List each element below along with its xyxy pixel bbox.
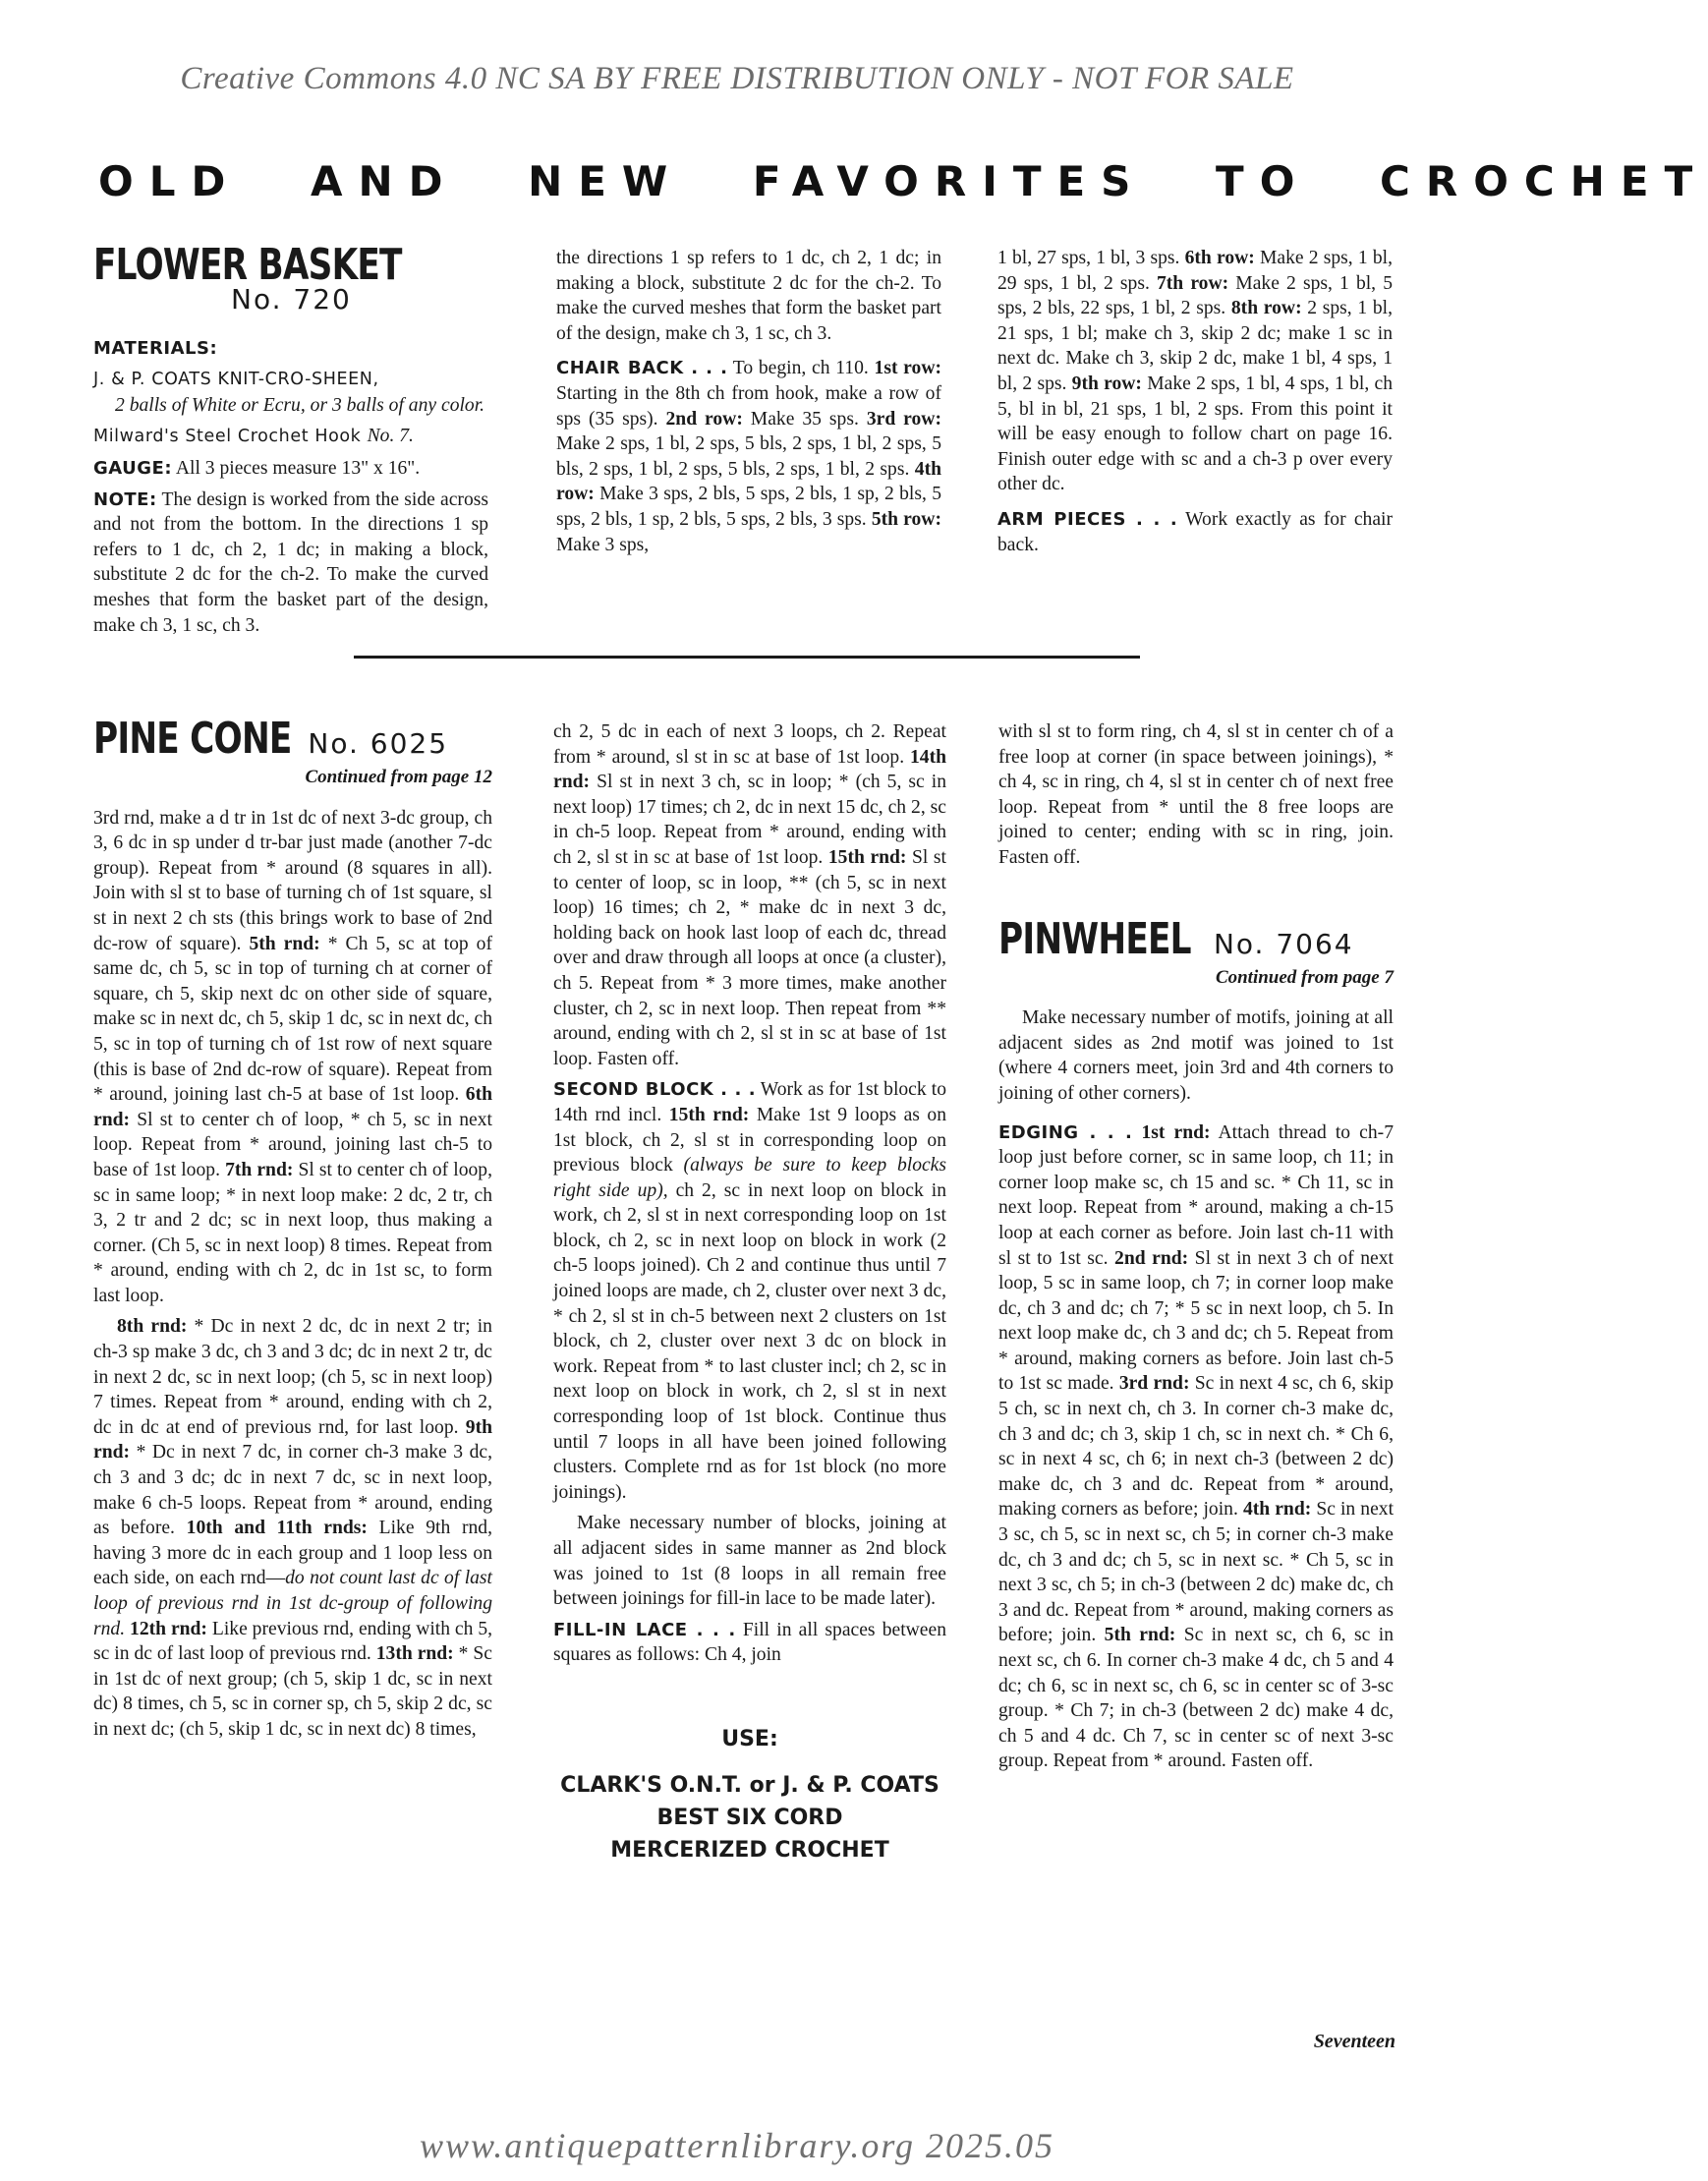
pine-cone-col-1: [93, 716, 492, 1749]
license-banner: Creative Commons 4.0 NC SA BY FREE DISTRIBUTION ONLY - NOT FOR SALE: [180, 61, 1294, 96]
pine-cone-continued: Continued from page 12: [305, 767, 492, 787]
pinwheel-heading: PINWHEEL: [998, 913, 1191, 964]
fill-in-lace-continued: with sl st to form ring, ch 4, sl st in center ch of a free loop at corner (in space between joinings), * ch 4, sc in ring, ch 4, sl st in center ch of next free loop. Repeat from * until the 8 free loops are joined to center; ending with sc in ring, join. Fasten off.: [998, 721, 1394, 868]
pinwheel-col: [998, 719, 1394, 1780]
pine-cone-heading-row: [93, 716, 492, 763]
pine-cone-heading: PINE CONE: [93, 714, 292, 764]
note-paragraph: NOTE: The design is worked from the side across and not from the bottom. In the directions 1 sp refers to 1 dc, ch 2, 1 dc; in making a block, substitute 2 dc for the ch-2. To make the curved meshes that form the basket part of the design, make ch 3, 1 sc, ch 3.: [93, 488, 488, 636]
page-title: OLD AND NEW FAVORITES TO CROCHET: [98, 157, 1708, 205]
edging-paragraph: EDGING . . . 1st rnd: Attach thread to ch-7 loop just before corner, sc in same loop, ch 11; in corner loop make sc, ch 15 and sc. * Ch 11, sc in next loop. Repeat from * around, making a ch-15 loop at each corner as before. Join last ch-11 with sl st to 1st sc. 2nd rnd: Sl st in next 3 ch of next loop, 5 sc in same loop, ch 7; in corner loop make dc, ch 3 and dc; ch 7; * 5 sc in next loop, ch 5. In next loop make dc, ch 3 and dc; ch 5. Repeat from * around, making corners as before. Join last ch-5 to 1st sc made. 3rd rnd: Sc in next 4 sc, ch 6, skip 5 ch, sc in next ch, ch 3. In corner ch-3 make dc, ch 3 and dc; ch 3, skip 1 ch, sc in next ch. * Ch 6, sc in next 4 sc, ch 6; in next ch-3 (between 2 dc) make dc, ch 3 and dc. Repeat from * around, making corners as before; join. 4th rnd: Sc in next 3 sc, ch 5, sc in next sc, ch 5; in corner ch-3 make dc, ch 3 and dc; ch 5, sc in next sc. * Ch 5, sc in next 3 sc, ch 5; in ch-3 (between 2 dc) make dc, ch 3 and dc. Repeat from * around, making corners as before; join. 5th rnd: Sc in next sc, ch 6, sc in next sc, ch 6. In corner ch-3 make 4 dc, ch 5 and 4 dc; ch 6, sc in next sc, ch 6, sc in center sc of 3-sc group. * Ch 7; in ch-3 (between 2 dc) make 4 dc, ch 5 and 4 dc. Ch 7, sc in center sc of next 3-sc group. Repeat from * around. Fasten off.: [998, 1121, 1395, 1772]
page-number: Seventeen: [1313, 2031, 1395, 2052]
use-line-3: MERCERIZED CROCHET: [610, 1837, 889, 1863]
pinwheel-heading-row: [998, 913, 1394, 964]
chair-back-paragraph: CHAIR BACK . . . To begin, ch 110. 1st row: Starting in the 8th ch from hook, make a row of sps (35 sps). 2nd row: Make 35 sps. 3rd row: Make 2 sps, 1 bl, 2 sps, 5 bls, 2 sps, 1 bl, 2 sps, 5 bls, 2 sps, 1 bl, 2 sps, 5 bls, 2 sps, 1 bl, 2 sps. 4th row: Make 3 sps, 2 bls, 5 sps, 2 bls, 1 sp, 2 bls, 5 sps, 2 bls, 1 sp, 2 bls, 5 sps, 2 bls, 3 sps. 5th row: Make 3 sps,: [556, 358, 941, 555]
use-title: USE:: [721, 1726, 778, 1751]
flower-basket-number: No. 720: [231, 283, 352, 316]
gauge-paragraph: GAUGE: All 3 pieces measure 13" x 16".: [93, 457, 421, 479]
pine-cone-rnds-3-7: 3rd rnd, make a d tr in 1st dc of next 3-dc group, ch 3, 6 dc in sp under d tr-bar just made (another 7-dc group). Repeat from * around (8 squares in all). Join with sl st to base of turning ch of 1st square, sl st in next 2 ch sts (this brings work to base of 2nd dc-row of square). 5th rnd: * Ch 5, sc at top of same dc, ch 5, sc in top of turning ch at corner of square, ch 5, skip next dc on other side of square, make sc in next dc, ch 5, skip 1 dc, sc in next dc, ch 5, sc in top of turning ch of 1st row of next square (this is base of 2nd dc-row of square). Repeat from * around, joining last ch-5 at base of 1st loop. 6th rnd: Sl st to center ch of loop, * ch 5, sc in next loop. Repeat from * around, joining last ch-5 to base of 1st loop. 7th rnd: Sl st to center ch of loop, sc in same loop; * in next loop make: 2 dc, 2 tr, ch 3, 2 tr and 2 dc; sc in next loop, thus making a corner. (Ch 5, sc in next loop) 8 times. Repeat from * around, ending with ch 2, dc in 1st sc, to form last loop.: [93, 807, 493, 1306]
pine-cone-number: No. 6025: [308, 727, 449, 760]
chair-back-continued: 1 bl, 27 sps, 1 bl, 3 sps. 6th row: Make 2 sps, 1 bl, 29 sps, 1 bl, 2 sps. 7th row: Make 2 sps, 1 bl, 5 sps, 2 bls, 22 sps, 1 bl, 2 sps. 8th row: 2 sps, 1 bl, 21 sps, 1 bl; make ch 3, skip 2 dc; make 1 sc in next dc. Make ch 3, skip 2 dc, make 1 bl, 4 sps, 1 bl, 2 sps. 9th row: Make 2 sps, 1 bl, 4 sps, 1 bl, ch 5, bl in bl, 21 sps, 1 bl, 2 sps. From this point it will be easy enough to follow chart on page 16. Finish outer edge with sc and a ch-3 p over every other dc.: [997, 248, 1394, 495]
use-box: [553, 1723, 946, 1866]
note-continued: the directions 1 sp refers to 1 dc, ch 2, 1 dc; in making a block, substitute 2 dc for the ch-2. To make the curved meshes that form the basket part of the design, make ch 3, 1 sc, ch 3.: [556, 248, 941, 344]
flower-basket-col-2: [556, 246, 941, 563]
use-line-1: CLARK'S O.N.T. or J. & P. COATS: [560, 1772, 939, 1798]
pinwheel-number: No. 7064: [1213, 927, 1354, 960]
flower-basket-heading: FLOWER BASKET: [93, 240, 402, 290]
material-amount: 2 balls of White or Ecru, or 3 balls of any color.: [115, 394, 485, 416]
section-divider: [354, 656, 1140, 659]
flower-basket-col-3: [997, 246, 1393, 563]
second-block-paragraph: SECOND BLOCK . . . Work as for 1st block to 14th rnd incl. 15th rnd: Make 1st 9 loops as on 1st block, ch 2, sl st in corresponding loop on previous block (always be sure to keep blocks right side up), ch 2, sc in next loop on block in work, ch 2, sl st in next corresponding loop on 1st block, ch 2, sc in next loop on block in work (2 ch-5 loops joined). Ch 2 and continue thus until 7 joined loops are made, ch 2, cluster over next 3 dc, * ch 2, sl st in ch-5 between next 2 clusters on 1st block, ch 2, cluster over next 3 dc on block in work. Repeat from * to last cluster incl; ch 2, sc in next loop on block in work, ch 2, sl st in next corresponding loop of 1st block. Continue thus until 7 loops in all have been joined following clusters. Complete rnd as for 1st block (no more joinings).: [553, 1079, 947, 1503]
blocks-paragraph: Make necessary number of blocks, joining at all adjacent sides in same manner as 2nd block was joined to 1st (8 loops in all remain free between joinings for fill-in lace to be made later).: [553, 1513, 946, 1610]
arm-pieces-paragraph: ARM PIECES . . . Work exactly as for chair back.: [997, 508, 1393, 555]
materials-label: MATERIALS:: [93, 337, 218, 359]
flower-basket-col-1: [93, 240, 488, 636]
material-thread: J. & P. COATS KNIT-CRO-SHEEN,: [93, 370, 379, 390]
watermark-url: www.antiquepatternlibrary.org 2025.05: [419, 2126, 1055, 2165]
pinwheel-motifs-paragraph: Make necessary number of motifs, joining at all adjacent sides as 2nd motif was joined to 1st (where 4 corners meet, join 3rd and 4th corners to joining of other corners).: [998, 1007, 1394, 1104]
pine-cone-rnds-8-13: 8th rnd: * Dc in next 2 dc, dc in next 2 tr; in ch-3 sp make 3 dc, ch 3 and 3 dc; dc in next 2 tr, dc in next 2 dc, sc in next loop; (ch 5, sc in next loop) 7 times. Repeat from * around, ending with ch 2, dc in dc at end of previous rnd, for last loop. 9th rnd: * Dc in next 7 dc, in corner ch-3 make 3 dc, ch 3 and 3 dc; dc in next 7 dc, sc in next loop, make 6 ch-5 loops. Repeat from * around, ending as before. 10th and 11th rnds: Like 9th rnd, having 3 more dc in each group and 1 loop less on each side, on each rnd—do not count last dc of last loop of previous rnd in 1st dc-group of following rnd. 12th rnd: Like previous rnd, ending with ch 5, sc in dc of last loop of previous rnd. 13th rnd: * Sc in 1st dc of next group; (ch 5, skip 1 dc, sc in next dc) 8 times, ch 5, sc in corner sp, ch 5, skip 2 dc, sc in next dc; (ch 5, skip 1 dc, sc in next dc) 8 times,: [93, 1316, 493, 1740]
pine-cone-rnds-13-15: ch 2, 5 dc in each of next 3 loops, ch 2. Repeat from * around, sl st in sc at base of 1st loop. 14th rnd: Sl st in next 3 ch, sc in loop; * (ch 5, sc in next loop) 17 times; ch 2, dc in next 15 dc, ch 2, sc in ch-5 loop. Repeat from * around, ending with ch 2, sl st in sc at base of 1st loop. 15th rnd: Sl st to center of loop, sc in loop, ** (ch 5, sc in next loop) 16 times; ch 2, * make dc in next 3 dc, holding back on hook last loop of each dc, thread over and draw through all loops at once (a cluster), ch 5. Repeat from * 3 more times, make another cluster, ch 2, sc in next loop. Then repeat from ** around, ending with ch 2, sl st in sc at base of 1st loop. Fasten off.: [553, 721, 946, 1069]
pine-cone-col-2: [553, 719, 946, 1866]
use-line-2: BEST SIX CORD: [656, 1805, 843, 1830]
pinwheel-continued: Continued from page 7: [1215, 966, 1394, 988]
material-hook: Milward's Steel Crochet Hook No. 7.: [93, 426, 414, 447]
fill-in-lace-paragraph: FILL-IN LACE . . . Fill in all spaces between squares as follows: Ch 4, join: [553, 1619, 946, 1666]
